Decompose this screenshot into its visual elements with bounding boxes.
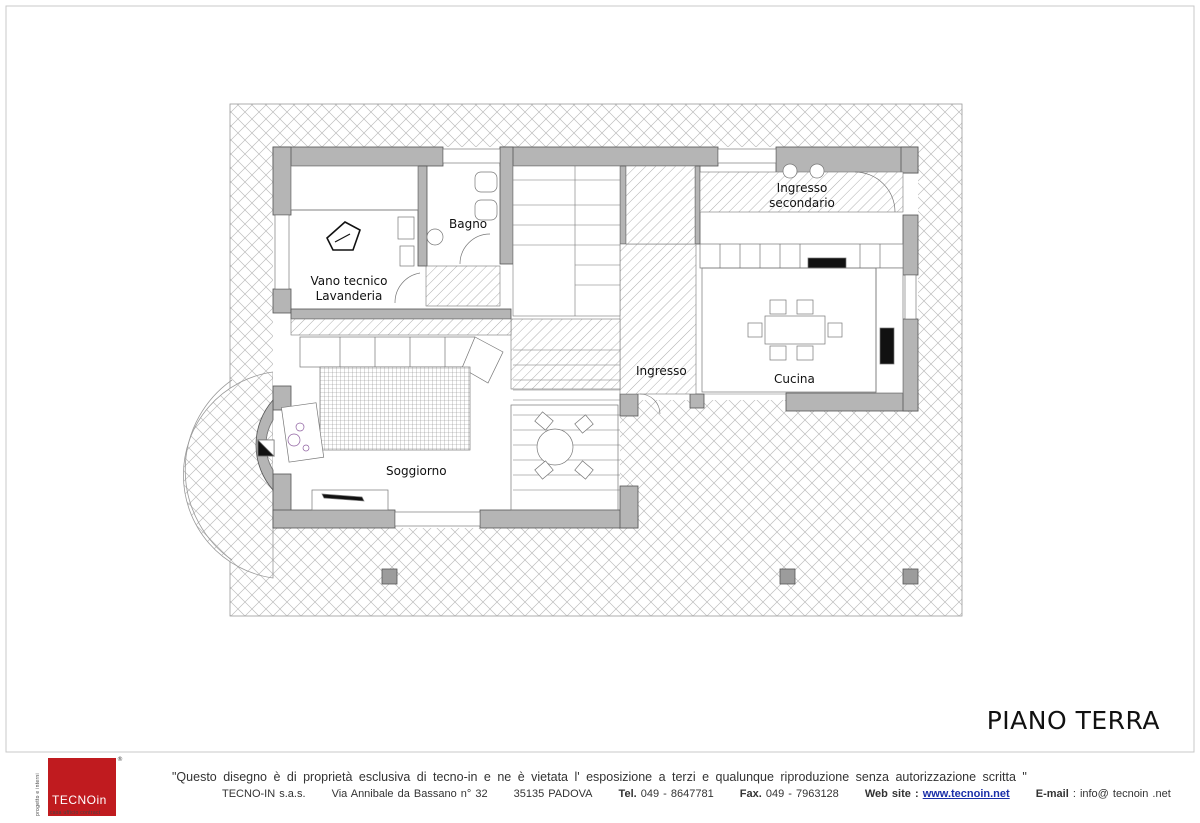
email-address: : info@ tecnoin .net [1072,788,1171,800]
room-label-cucina: Cucina [774,372,815,386]
logo [48,758,116,816]
room-label-ingresso-sec-line1: Ingresso [776,181,828,195]
tel-number: 049 - 8647781 [640,788,714,800]
email-label: E-mail [1035,788,1069,800]
tel-label: Tel. [618,788,637,800]
web-label: Web site : [864,788,919,800]
company-name: TECNO-IN s.a.s. [222,788,306,800]
room-label-ingresso-secondario [760,181,844,211]
room-label-vano-line2: Lavanderia [315,289,383,303]
room-label-soggiorno: Soggiorno [386,464,447,478]
room-label-vano-tecnico [303,274,395,304]
website-link[interactable]: www.tecnoin.net [922,788,1010,800]
room-label-ingresso: Ingresso [636,364,687,378]
logo-registered-mark: ® [117,756,123,763]
logo-vertical-text: progetto e interni [35,773,41,816]
room-label-bagno: Bagno [449,217,488,231]
contact-line [222,788,1171,800]
room-label-vano-line1: Vano tecnico [310,274,388,288]
plan-title: PIANO TERRA [986,706,1160,735]
logo-name: TECNOin [52,793,107,807]
fax-number: 049 - 7963128 [765,788,839,800]
fax-label: Fax. [739,788,762,800]
room-label-ingresso-sec-line2: secondario [769,196,835,210]
company-address: Via Annibale da Bassano n° 32 [331,788,488,800]
copyright-disclaimer: "Questo disegno è di proprietà esclusiva di tecno-in e ne è vietata l' esposizione a terzi e qualunque riproduzione senza autorizzazione scritta " [172,770,1027,784]
logo-tagline: casa ufficio contract [50,810,101,816]
company-city: 35135 PADOVA [513,788,593,800]
